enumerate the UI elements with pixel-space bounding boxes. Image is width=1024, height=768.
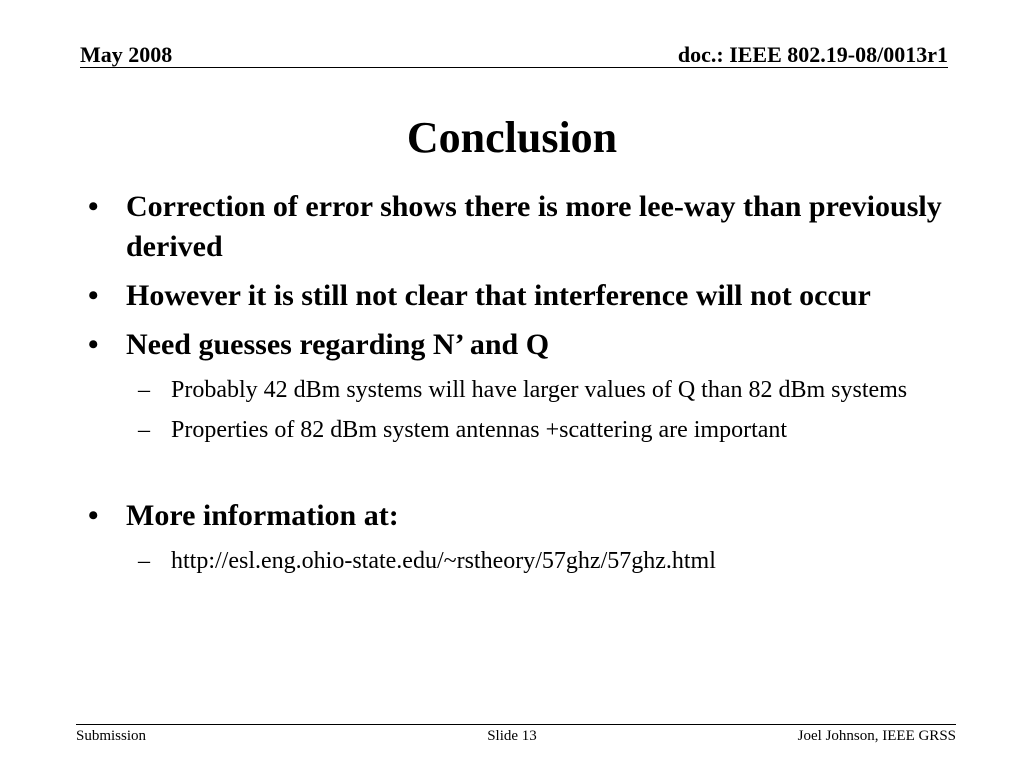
- sub-bullet-text: Probably 42 dBm systems will have larger values of Q than 82 dBm systems: [171, 377, 908, 403]
- bullet-marker: •: [88, 190, 99, 223]
- sub-bullet-item: [86, 545, 946, 578]
- sub-bullet-marker: –: [138, 377, 150, 403]
- header-date: May 2008: [80, 42, 173, 67]
- url-link-text: http://esl.eng.ohio-state.edu/~rstheory/57ghz/57ghz.html: [171, 548, 716, 574]
- bullet-item: [86, 496, 946, 536]
- bullet-marker: •: [88, 499, 99, 532]
- bullet-item: [86, 187, 946, 267]
- bullet-item: [86, 276, 946, 316]
- bullet-text: Need guesses regarding N’ and Q: [126, 328, 550, 361]
- sub-bullet-marker: –: [138, 417, 150, 443]
- section-spacer: [86, 454, 946, 496]
- sub-bullet-text: Properties of 82 dBm system antennas +scattering are important: [171, 417, 788, 443]
- sub-bullet-item: [86, 374, 946, 407]
- bullet-marker: •: [88, 279, 99, 312]
- bullet-marker: •: [88, 328, 99, 361]
- sub-bullet-item: [86, 414, 946, 447]
- slide-title: Conclusion: [406, 113, 618, 162]
- footer-slide-number: Slide 13: [487, 728, 537, 744]
- footer-submission: Submission: [76, 728, 147, 744]
- bullet-text: More information at:: [126, 499, 399, 532]
- footer-divider: [76, 724, 956, 725]
- slide-content: [86, 187, 946, 585]
- bullet-text: However it is still not clear that interference will not occur: [126, 279, 871, 312]
- footer-author: Joel Johnson, IEEE GRSS: [797, 728, 956, 744]
- header-doc-id: doc.: IEEE 802.19-08/0013r1: [677, 42, 948, 67]
- bullet-item: [86, 325, 946, 365]
- bullet-text: Correction of error shows there is more lee-way than previously derived: [126, 190, 942, 263]
- sub-bullet-marker: –: [138, 548, 150, 574]
- header-divider: [80, 67, 948, 68]
